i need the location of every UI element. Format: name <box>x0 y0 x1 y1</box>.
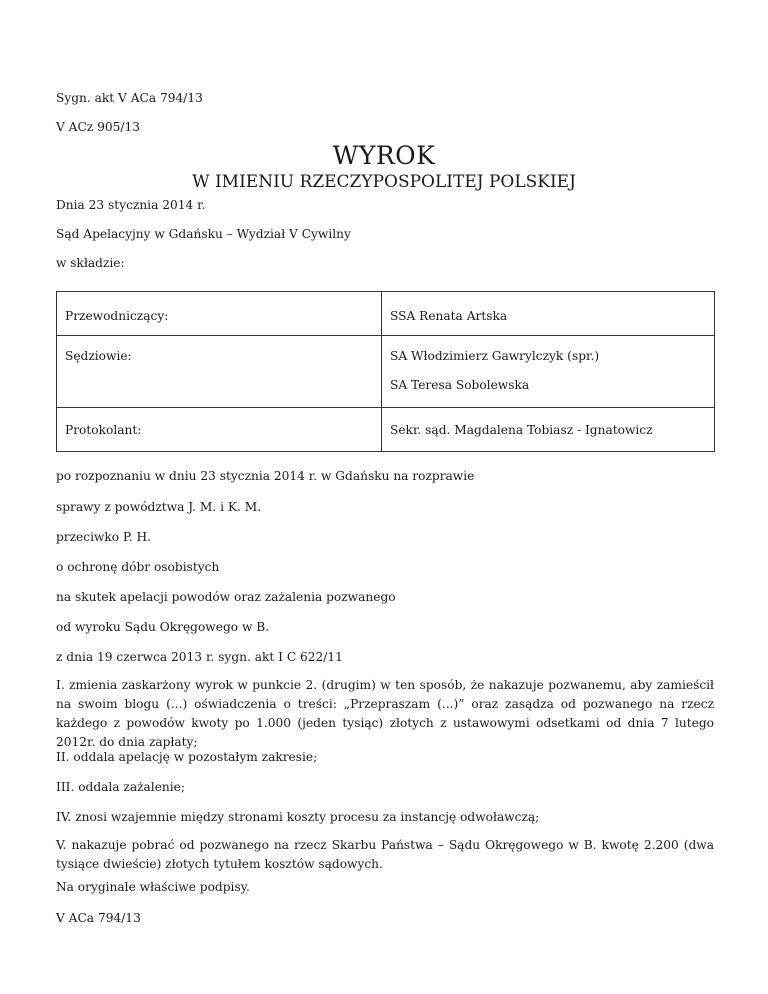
proceedings-line: na skutek apelacji powodów oraz zażalenia pozwanego <box>56 590 396 604</box>
judges-row <box>57 336 715 408</box>
document-title: WYROK <box>332 141 436 170</box>
proceedings-line: od wyroku Sądu Okręgowego w B. <box>56 620 270 634</box>
judge-name: SA Włodzimierz Gawrylczyk (spr.) <box>390 349 600 363</box>
ruling-item: IV. znosi wzajemnie między stronami koszty procesu za instancję odwoławczą; <box>56 810 540 824</box>
clerk-name: Sekr. sąd. Magdalena Tobiasz - Ignatowicz <box>390 423 653 437</box>
ruling-item: I. zmienia zaskarżony wyrok w punkcie 2. (drugim) w ten sposób, że nakazuje pozwanemu, aby zamieścił na swoim blogu (...) oświadczenia o treści: „Przepraszam (...)” oraz zasądza od pozwanego na rzecz każdego z powodów kwoty po 1.000 (jeden tysiąc) złotych z ustawowymi odsetkami od dnia 7 lutego 2012r. do dnia zapłaty; <box>56 678 714 749</box>
proceedings-line: sprawy z powództwa J. M. i K. M. <box>56 500 262 514</box>
presiding-judge: SSA Renata Artska <box>390 309 508 323</box>
presiding-row <box>57 292 715 336</box>
proceedings-line: o ochronę dóbr osobistych <box>56 560 220 574</box>
ruling-item: III. oddala zażalenie; <box>56 780 185 794</box>
court-panel-table <box>56 291 715 452</box>
presiding-label: Przewodniczący: <box>65 309 169 323</box>
document-subtitle: W IMIENIU RZECZYPOSPOLITEJ POLSKIEJ <box>192 172 576 192</box>
proceedings-line: po rozpoznaniu w dniu 23 stycznia 2014 r. w Gdańsku na rozprawie <box>56 469 475 483</box>
case-signature: Sygn. akt V ACa 794/13 <box>56 91 203 105</box>
footer-signature: V ACa 794/13 <box>56 911 141 925</box>
ruling-item: V. nakazuje pobrać od pozwanego na rzecz Skarbu Państwa – Sądu Okręgowego w B. kwotę 2.200 (dwa tysiące dwieście) złotych tytułem kosztów sądowych. <box>56 838 714 871</box>
court-name: Sąd Apelacyjny w Gdańsku – Wydział V Cywilny <box>56 227 351 241</box>
clerk-label: Protokolant: <box>65 423 142 437</box>
secondary-case-signature: V ACz 905/13 <box>56 120 140 134</box>
closing-note: Na oryginale właściwe podpisy. <box>56 880 250 894</box>
ruling-item: II. oddala apelację w pozostałym zakresie; <box>56 750 318 764</box>
proceedings-line: przeciwko P. H. <box>56 530 151 544</box>
judgment-date: Dnia 23 stycznia 2014 r. <box>56 198 206 212</box>
clerk-row <box>57 408 715 452</box>
proceedings-line: z dnia 19 czerwca 2013 r. sygn. akt I C 622/11 <box>56 650 343 664</box>
judge-name: SA Teresa Sobolewska <box>390 378 530 392</box>
composition-label: w składzie: <box>56 256 125 270</box>
judges-label: Sędziowie: <box>65 349 132 363</box>
